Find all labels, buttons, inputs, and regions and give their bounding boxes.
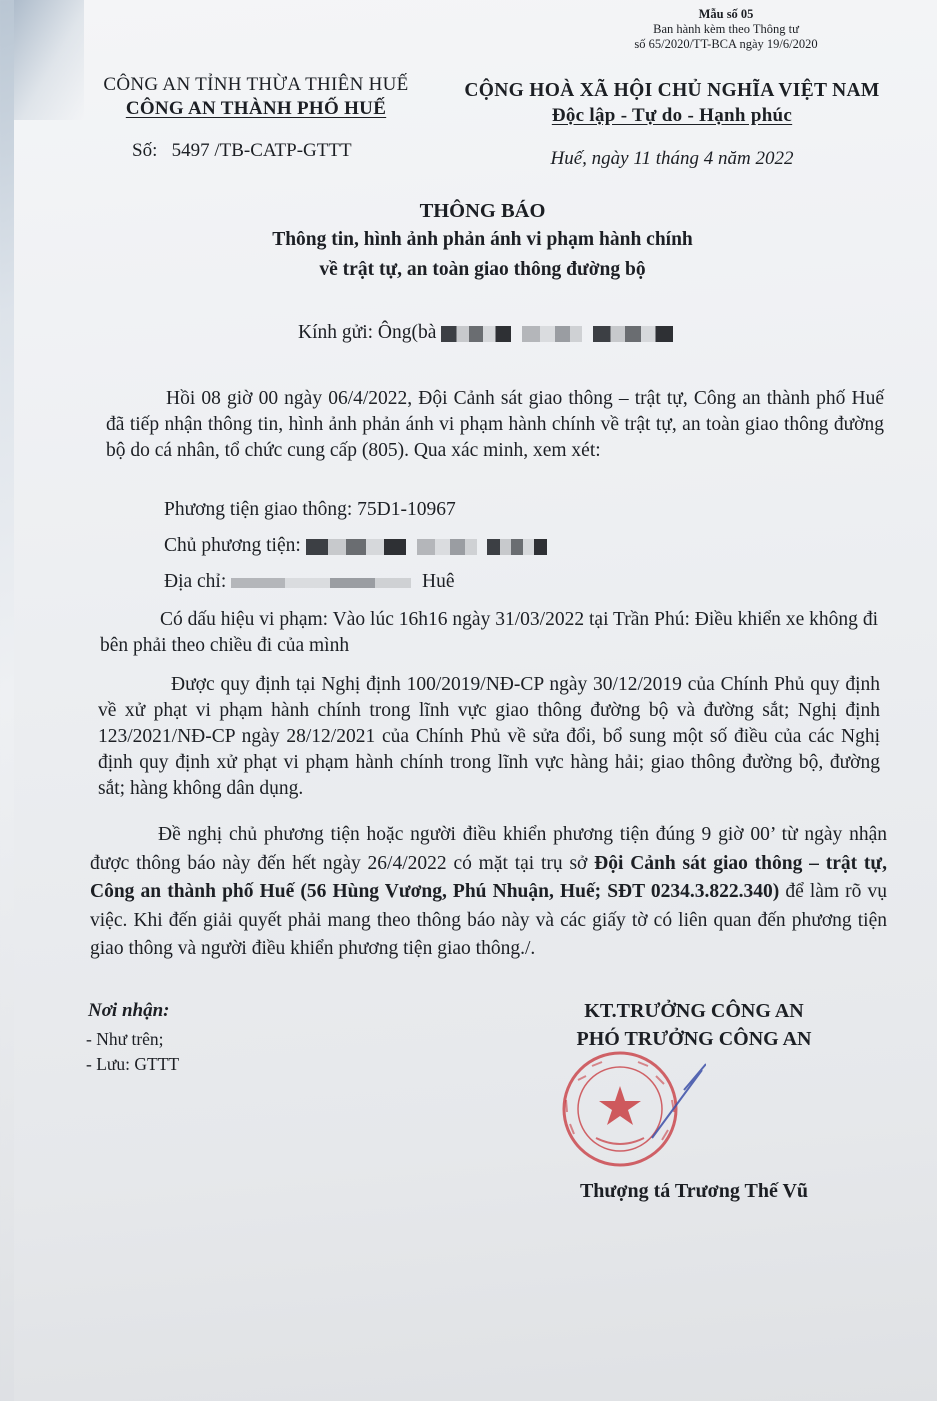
form-reference — [620, 7, 832, 52]
redacted-name-part-3 — [593, 326, 673, 342]
request-office-address: Đội Cảnh sát giao thông – trật tự, Công an thành phố Huế (56 Hùng Vương, Phú Nhuận, Huế; SĐT 0234.3.822.340) — [90, 852, 887, 902]
document-number-label: Số: — [132, 140, 158, 161]
document-page — [14, 0, 937, 1401]
redacted-owner-part-1 — [306, 539, 406, 555]
paragraph-legal-basis: Được quy định tại Nghị định 100/2019/NĐ-CP ngày 30/12/2019 của Chính Phủ quy định về xử phạt vi phạm hành chính trong lĩnh vực giao thông đường bộ và đường sắt; Nghị định 123/2021/NĐ-CP ngày 28/12/2021 của Chính Phủ về sửa đổi, bổ sung một số điều của các Nghị định quy định xử phạt vi phạm hành chính trong lĩnh vực hàng hải; giao thông đường bộ, đường sắt; hàng không dân dụng. — [98, 674, 880, 799]
form-number: Mẫu số 05 — [698, 7, 754, 21]
address-city: Huê — [422, 571, 455, 592]
redacted-name-part-2 — [522, 326, 582, 342]
paragraph-request — [90, 821, 887, 964]
national-motto: Độc lập - Tự do - Hạnh phúc — [551, 105, 793, 126]
paragraph-report: Hồi 08 giờ 00 ngày 06/4/2022, Đội Cảnh sát giao thông – trật tự, Công an thành phố Huế đã tiếp nhận thông tin, hình ảnh phản ánh vi phạm hành chính về trật tự, an toàn giao thông đường bộ do cá nhân, tổ chức cung cấp (805). Qua xác minh, xem xét: — [106, 388, 884, 461]
recipients-label: Nơi nhận: — [88, 1000, 170, 1021]
handwritten-signature — [652, 1064, 706, 1138]
paper-fold-shadow — [14, 0, 84, 120]
notice-subtitle-1: Thông tin, hình ảnh phản ánh vi phạm hành chính — [272, 229, 693, 250]
request-text-start: Đề nghị chủ phương tiện hoặc người điều khiển phương tiện đúng 9 giờ 00’ từ ngày nhận được thông báo này đến hết ngày 26/4/2022 có mặt tại trụ sở — [90, 824, 887, 874]
notice-subtitle-2: về trật tự, an toàn giao thông đường bộ — [319, 259, 646, 280]
greeting — [298, 322, 679, 344]
document-number — [132, 140, 352, 162]
signature-title-2: PHÓ TRƯỞNG CÔNG AN — [576, 1028, 812, 1050]
request-text-end: để làm rõ vụ việc. Khi đến giải quyết phải mang theo thông báo này và các giấy tờ có liên quan đến phương tiện giao thông và người điều khiển phương tiện giao thông./. — [90, 881, 887, 959]
issuer-agency-line2 — [86, 98, 426, 120]
notice-title: THÔNG BÁO — [419, 200, 546, 222]
issuer-agency-line1: CÔNG AN TỈNH THỪA THIÊN HUẾ — [103, 74, 409, 95]
issue-date: Huế, ngày 11 tháng 4 năm 2022 — [550, 148, 794, 169]
signature-title-1: KT.TRƯỞNG CÔNG AN — [584, 1000, 804, 1022]
vehicle-plate-line: Phương tiện giao thông: 75D1-10967 — [164, 499, 456, 520]
owner-line — [164, 535, 553, 557]
owner-label: Chủ phương tiện: — [164, 535, 301, 556]
redacted-name-part-1 — [441, 326, 511, 342]
form-circular: số 65/2020/TT-BCA ngày 19/6/2020 — [634, 37, 818, 51]
seal-star-icon — [599, 1086, 641, 1125]
redacted-owner-part-2 — [417, 539, 477, 555]
address-line — [164, 571, 455, 593]
recipient-item-1: - Như trên; — [86, 1029, 164, 1049]
national-motto-wrap — [454, 105, 890, 127]
greeting-label: Kính gửi: Ông(bà — [298, 322, 437, 343]
recipient-item-2: - Lưu: GTTT — [86, 1054, 180, 1074]
document-number-value: 5497 /TB-CATP-GTTT — [171, 140, 352, 161]
redacted-owner-part-3 — [487, 539, 547, 555]
address-label: Địa chỉ: — [164, 571, 227, 592]
national-title: CỘNG HOÀ XÃ HỘI CHỦ NGHĨA VIỆT NAM — [464, 80, 880, 101]
signer-name: Thượng tá Trương Thế Vũ — [579, 1180, 809, 1202]
paragraph-violation: Có dấu hiệu vi phạm: Vào lúc 16h16 ngày 31/03/2022 tại Trần Phú: Điều khiển xe không đi bên phải theo chiều đi của mình — [100, 609, 878, 656]
issuer-agency-name: CÔNG AN THÀNH PHỐ HUẾ — [125, 98, 387, 119]
form-issued-with: Ban hành kèm theo Thông tư — [653, 22, 799, 36]
redacted-address — [231, 578, 411, 588]
official-seal-stamp — [534, 1050, 706, 1168]
